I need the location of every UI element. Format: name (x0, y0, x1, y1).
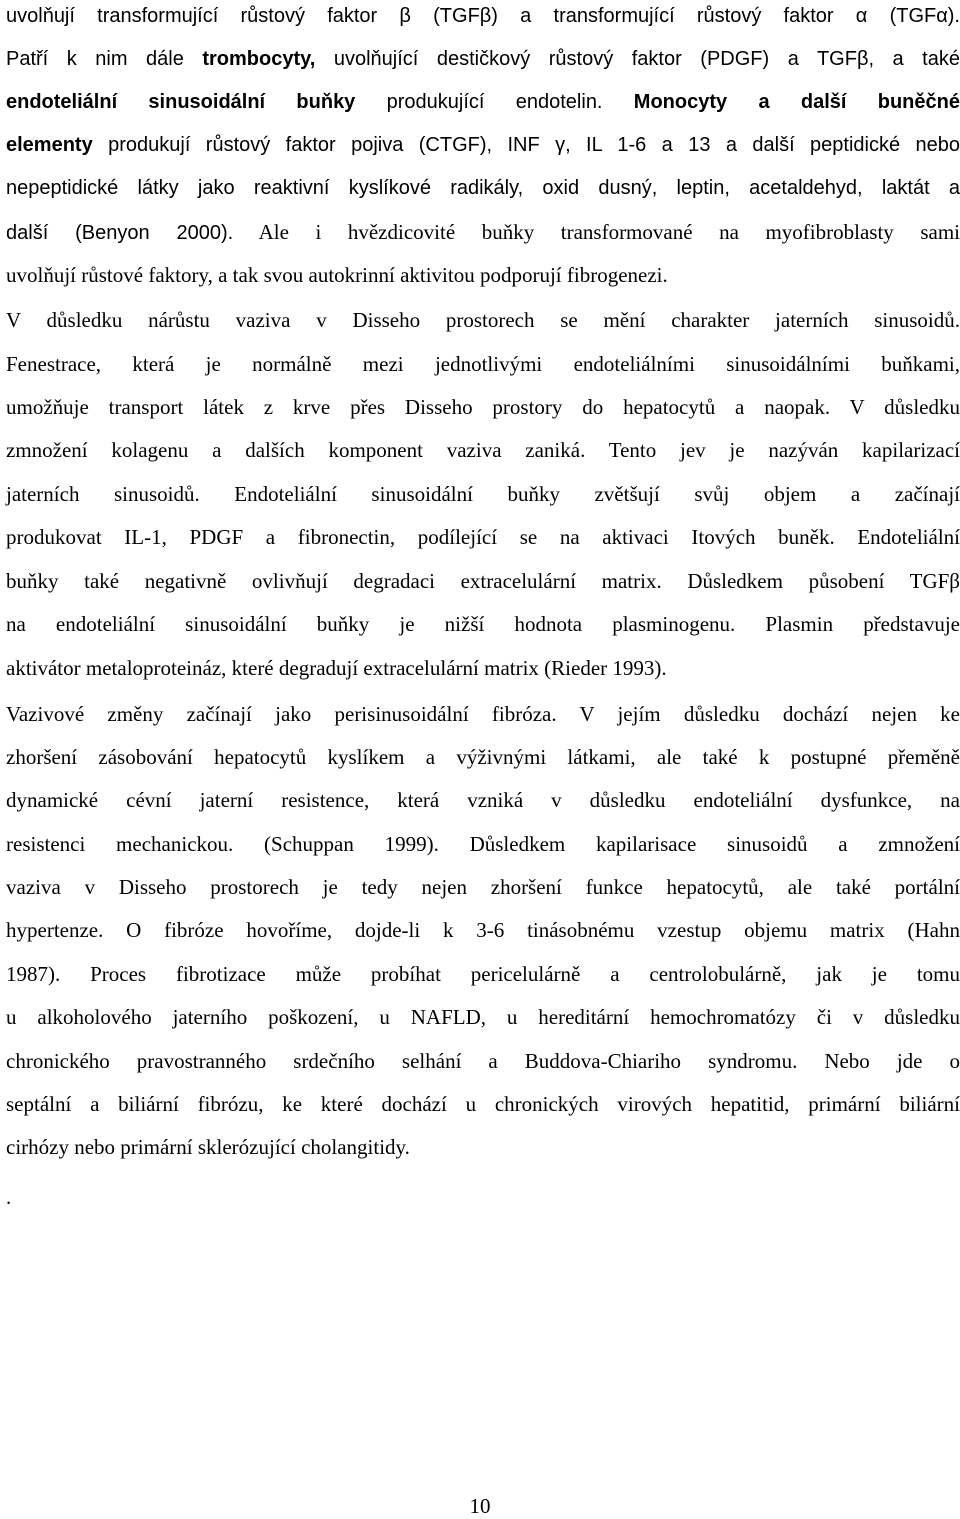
text-segment: Ale i hvězdicovité buňky transformované na myofibroblasty sami (233, 220, 960, 244)
text-segment: umožňuje transport látek z krve přes Disseho prostory do hepatocytů a naopak. V důsledku (6, 395, 960, 419)
text-line (6, 654, 960, 682)
text-line (6, 1133, 960, 1161)
text-line (6, 700, 960, 728)
text-line (6, 88, 960, 116)
text-line (6, 567, 960, 595)
text-line (6, 743, 960, 771)
bold-term: Monocyty a další buněčné (633, 91, 960, 113)
text-line (6, 873, 960, 901)
text-segment: . (6, 1185, 12, 1209)
text-line (6, 261, 960, 289)
text-segment: produkují růstový faktor pojiva (CTGF), INF γ, IL 1-6 a 13 a další peptidické nebo (92, 134, 960, 156)
text-segment: na endoteliální sinusoidální buňky je nižší hodnota plasminogenu. Plasmin představuje (6, 612, 960, 636)
text-line (6, 218, 960, 247)
text-segment: uvolňující destičkový růstový faktor (PDGF) a TGFβ, a také (315, 48, 960, 70)
bold-term: trombocyty, (202, 48, 316, 70)
text-line (6, 960, 960, 988)
text-segment: septální a biliární fibrózu, ke které dochází u chronických virových hepatitid, primární biliární (6, 1092, 960, 1116)
text-line (6, 393, 960, 421)
text-line (6, 1183, 960, 1211)
text-line (6, 523, 960, 551)
text-segment: cirhózy nebo primární sklerózující cholangitidy. (6, 1135, 410, 1159)
text-line (6, 436, 960, 464)
text-segment: zmnožení kolagenu a dalších komponent vaziva zaniká. Tento jev je nazýván kapilarizací (6, 438, 960, 462)
text-segment: produkovat IL-1, PDGF a fibronectin, podílející se na aktivaci Itových buněk. Endoteliální (6, 525, 960, 549)
text-line (6, 131, 960, 159)
text-line (6, 1090, 960, 1118)
text-segment: vaziva v Disseho prostorech je tedy nejen zhoršení funkce hepatocytů, ale také portální (6, 875, 960, 899)
text-line (6, 2, 960, 30)
text-segment: u alkoholového jaterního poškození, u NAFLD, u hereditární hemochromatózy či v důsledku (6, 1005, 960, 1029)
text-line (6, 174, 960, 202)
text-segment: buňky také negativně ovlivňují degradaci extracelulární matrix. Důsledkem působení TGFβ (6, 569, 960, 593)
bold-term: endoteliální sinusoidální buňky (6, 91, 356, 113)
text-line (6, 916, 960, 944)
text-segment: Vazivové změny začínají jako perisinusoidální fibróza. V jejím důsledku dochází nejen ke (6, 702, 960, 726)
text-line (6, 786, 960, 814)
bold-term: elementy (6, 134, 93, 156)
text-segment: jaterních sinusoidů. Endoteliální sinusoidální buňky zvětšují svůj objem a začínají (6, 482, 960, 506)
text-segment: uvolňují růstové faktory, a tak svou autokrinní aktivitou podporují fibrogenezi. (6, 263, 668, 287)
text-segment: Fenestrace, která je normálně mezi jednotlivými endoteliálními sinusoidálními buňkami, (6, 352, 960, 376)
text-segment: 1987). Proces fibrotizace může probíhat pericelulárně a centrolobulárně, jak je tomu (6, 962, 960, 986)
text-segment: Patří k nim dále (6, 48, 203, 70)
text-segment: produkující endotelin. (355, 91, 634, 113)
text-line (6, 306, 960, 334)
text-segment: resistenci mechanickou. (Schuppan 1999). Důsledkem kapilarisace sinusoidů a zmnožení (6, 832, 960, 856)
text-line (6, 480, 960, 508)
text-line (6, 350, 960, 378)
text-segment: V důsledku nárůstu vaziva v Disseho prostorech se mění charakter jaterních sinusoidů. (6, 308, 960, 332)
text-line (6, 610, 960, 638)
text-segment: aktivátor metaloproteináz, které degradují extracelulární matrix (Rieder 1993). (6, 656, 667, 680)
text-segment: dynamické cévní jaterní resistence, která vzniká v důsledku endoteliální dysfunkce, na (6, 788, 960, 812)
text-line (6, 1003, 960, 1031)
page-number: 10 (469, 1494, 491, 1518)
text-line (6, 1047, 960, 1075)
text-segment: hypertenze. O fibróze hovoříme, dojde-li k 3-6 tinásobnému vzestup objemu matrix (Hahn (6, 918, 960, 942)
text-line (6, 45, 960, 73)
text-segment: zhoršení zásobování hepatocytů kyslíkem a výživnými látkami, ale také k postupné přeměně (6, 745, 960, 769)
text-segment: další (Benyon 2000). (6, 222, 234, 244)
text-segment: chronického pravostranného srdečního selhání a Buddova-Chiariho syndromu. Nebo jde o (6, 1049, 960, 1073)
text-line (6, 830, 960, 858)
text-segment: uvolňují transformující růstový faktor β (TGFβ) a transformující růstový faktor α (TGFα). (6, 5, 960, 27)
text-segment: nepeptidické látky jako reaktivní kyslíkové radikály, oxid dusný, leptin, acetaldehyd, laktát a (6, 177, 960, 199)
